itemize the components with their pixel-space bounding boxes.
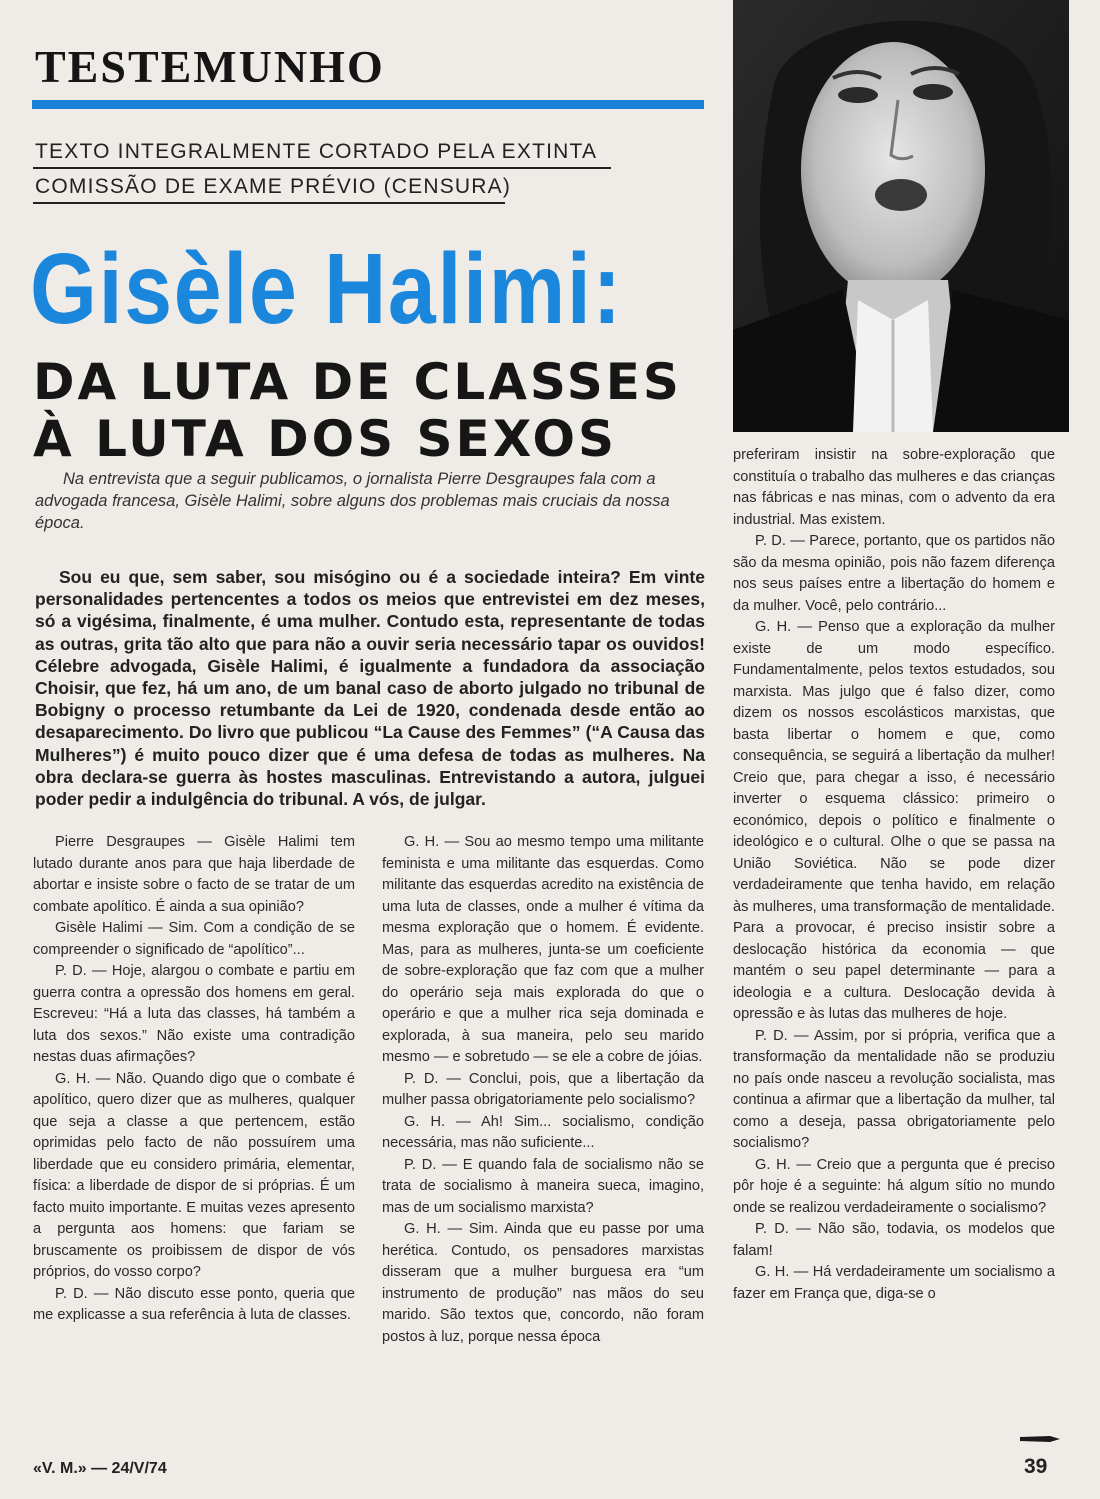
col2-paragraph: G. H. — Sou ao mesmo tempo uma militante feminista e uma militante das esquerdas. Como militante das esquerdas acredito na existência de uma luta de classes, onde a mulher é vítima da mesma exploração que o homem. É evidente. Mas, para as mulheres, junta-se um coeficiente de sobre-exploração que faz com que a mulher do operário seja mais explorada do que o operário e que a mulher rica seja dominada e explorada, à sua maneira, pelo seu marido mesmo — e sobretudo — se ele a cobre de jóias.	[382, 834, 704, 1065]
col3-paragraph: preferiram insistir na sobre-exploração que constituía o trabalho das mulheres e das crianças nas fábricas e nas minas, com o advento da era industrial. Mas existem.	[733, 447, 1055, 528]
section-title: TESTEMUNHO	[35, 41, 385, 92]
headline-subtitle-2: À LUTA DOS SEXOS	[33, 410, 617, 468]
intro-paragraph: Sou eu que, sem saber, sou misógino ou é a sociedade inteira? Em vinte personalidades pertencentes a todos os meios que entrevistei em dez meses, só a vigésima, finalmente, é uma mulher. Contudo esta, representante de todas as outras, grita tão alto que para não a ouvir seria necessário tapar os ouvidos! Célebre advogada, Gisèle Halimi, é igualmente a fundadora da associação Choisir, que fez, há um ano, de um banal caso de aborto julgado no tribunal de Bobigny o processo retumbante da Lei de 1920, condenada desde então ao desaparecimento. Do livro que publicou “La Cause des Femmes” (“A Causa das Mulheres”) é muito pouco dizer que é uma defesa de todas as mulheres. Na obra declara-se guerra às hostes masculinas. Entrevistando a autora, julguei poder pedir a indulgência do tribunal. A vós, de julgar.	[35, 567, 705, 810]
lede-paragraph	[35, 468, 705, 534]
col3-paragraph: G. H. — Penso que a exploração da mulher existe de um modo específico. Fundamentalmente, pelos textos estudados, sou marxista. Mas julgo que é falso dizer, como dizem os nossos escolásticos marxistas, que basta libertar o homem e que, como consequência, se seguirá a libertação da mulher! Creio que, para chegar a isso, é necessário inverter o esquema clássico: primeiro o económico, depois o político e finalmente o ideológico e o cultural. Olhe o que se passa na União Soviética. Não se pode dizer verdadeiramente que tenha havido, em relação às mulheres, uma transformação de mentalidade. Para a provocar, é preciso insistir sobre a deslocação histórica da economia — que mantém o seu papel determinante — para a ideologia e a cultura. Deslocação devida à opressão e às lutas das mulheres de hoje.	[733, 619, 1055, 1022]
headline-subtitle-1: DA LUTA DE CLASSES	[33, 353, 682, 411]
col1-paragraph: G. H. — Não. Quando digo que o combate é apolítico, quero dizer que as mulheres, qualquer que seja a classe a que pertencem, estão oprimidas pelo facto de não possuírem uma liberdade que eu considero primária, elementar, física: a liberdade de dispor de si próprias. É um facto muito importante. E muitas vezes apresento a pergunta aos homens: que fariam se bruscamente os proibissem de dispor de vós próprios, do vosso corpo?	[33, 1070, 355, 1280]
issue-footer: «V. M.» — 24/V/74	[33, 1460, 167, 1477]
kicker-line-2: COMISSÃO DE EXAME PRÉVIO (CENSURA)	[35, 175, 512, 198]
lede-line-2: a advogada francesa, Gisèle Halimi, sobre alguns dos problemas mais cruciais da	[35, 470, 656, 510]
col1-paragraph: P. D. — Não discuto esse ponto, queria que me explicasse a sua referência à luta de classes.	[33, 1285, 355, 1323]
col2-paragraph: G. H. — Sim. Ainda que eu passe por uma herética. Contudo, os pensadores marxistas disseram que a mulher burguesa era “um instrumento de produção” nas mãos do seu marido. São textos que, concordo, não foram postos à luz, porque nessa época	[382, 1221, 704, 1345]
col2-paragraph: G. H. — Ah! Sim... socialismo, condição necessária, mas não suficiente...	[382, 1113, 704, 1151]
headline-name: Gisèle Halimi:	[30, 233, 623, 345]
col1-paragraph: P. D. — Hoje, alargou o combate e partiu em guerra contra a opressão dos homens em geral. Escreveu: “Há a luta das classes, há também a luta dos sexos.” Não existe uma contradição nestas duas afirmações?	[33, 963, 355, 1065]
kicker-rule-1	[33, 167, 611, 169]
section-title-rule	[32, 100, 704, 109]
col2-paragraph: P. D. — E quando fala de socialismo não se trata de socialismo à maneira sueca, imagino, mas de um socialismo marxista?	[382, 1156, 704, 1216]
portrait-photo	[733, 0, 1069, 432]
col3-paragraph: G. H. — Há verdadeiramente um socialismo a fazer em França que, diga-se o	[733, 1264, 1055, 1302]
page-number: 39	[1024, 1455, 1048, 1478]
continue-arrow-icon	[1020, 1433, 1060, 1445]
col2-paragraph: P. D. — Conclui, pois, que a libertação da mulher passa obrigatoriamente pelo socialismo?	[382, 1070, 704, 1108]
lede-line-3: nossa época.	[35, 492, 670, 532]
kicker-rule-2	[33, 202, 505, 204]
article-column-3	[733, 445, 1055, 1305]
col3-paragraph: P. D. — Não são, todavia, os modelos que falam!	[733, 1221, 1055, 1259]
article-column-2	[382, 832, 704, 1348]
col3-paragraph: G. H. — Creio que a pergunta que é preciso pôr hoje é a seguinte: há algum sítio no mundo onde se realizou verdadeiramente o socialismo?	[733, 1156, 1055, 1216]
col3-paragraph: P. D. — Assim, por si própria, verifica que a transformação da mentalidade não se produziu no país onde nasceu a revolução socialista, mas continua a afirmar que a libertação da mulher, tal como a deseja, passa obrigatoriamente pelo socialismo?	[733, 1027, 1055, 1151]
col1-paragraph: Gisèle Halimi — Sim. Com a condição de se compreender o significado de “apolítico”...	[33, 920, 355, 958]
col3-paragraph: P. D. — Parece, portanto, que os partidos não são da mesma opinião, pois não fazem diferença nos seus países entre a libertação do homem e da mulher. Você, pelo contrário...	[733, 533, 1055, 614]
article-column-1	[33, 832, 355, 1327]
lede-line-1: Na entrevista que a seguir publicamos, o jornalista Pierre Desgraupes fala com	[63, 470, 642, 488]
kicker-line-1: TEXTO INTEGRALMENTE CORTADO PELA EXTINTA	[35, 140, 598, 163]
col1-paragraph: Pierre Desgraupes — Gisèle Halimi tem lutado durante anos para que haja liberdade de abortar e insiste sobre o facto de se tratar de um combate apolítico. É ainda a sua opinião?	[33, 834, 355, 915]
